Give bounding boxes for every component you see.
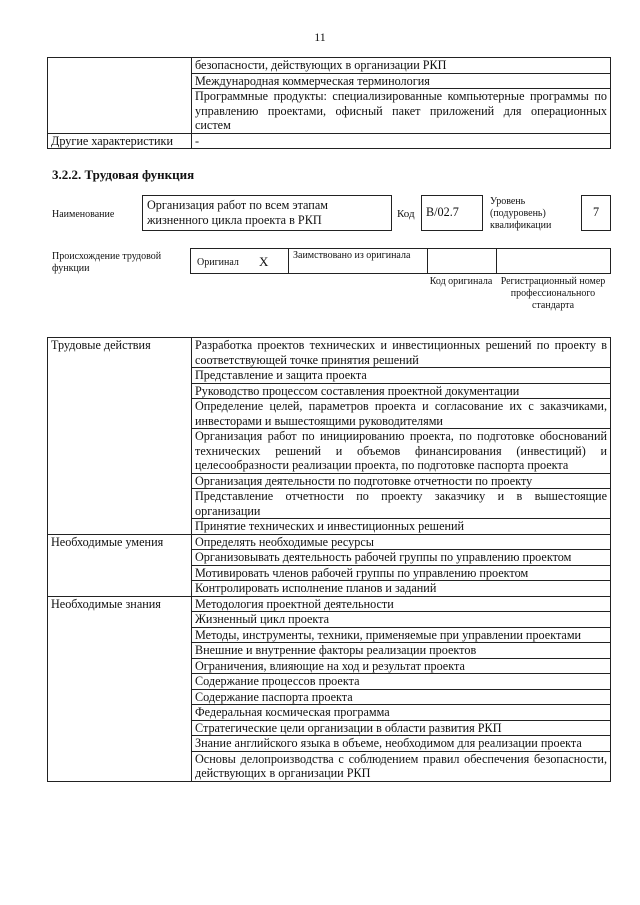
item-cell: Стратегические цели организации в области развития РКП (192, 720, 611, 736)
item-cell: Содержание процессов проекта (192, 674, 611, 690)
table-row (48, 519, 611, 535)
code-original-caption: Код оригинала (429, 276, 493, 287)
function-name-value: Организация работ по всем этапам жизненного цикла проекта в РКП (147, 198, 328, 227)
original-label: Оригинал (197, 257, 239, 268)
table-row (48, 383, 611, 399)
row-text: безопасности, действующих в организации РКП (192, 58, 611, 74)
item-cell: Федеральная космическая программа (192, 705, 611, 721)
table-row (48, 705, 611, 721)
item-cell: Основы делопроизводства с соблюдением правил обеспечения безопасности, действующих в организации РКП (192, 751, 611, 781)
level-label: Уровень (подуровень) квалификации (490, 196, 552, 231)
table-row (48, 627, 611, 643)
table-row (48, 720, 611, 736)
table-row (48, 736, 611, 752)
item-cell: Содержание паспорта проекта (192, 689, 611, 705)
page-number: 11 (314, 30, 326, 44)
borrowed-label: Заимствовано из оригинала (293, 250, 411, 261)
table-row (48, 689, 611, 705)
item-cell: Методология проектной деятельности (192, 596, 611, 612)
item-cell: Представление отчетности по проекту заказчику и в вышестоящие организации (192, 489, 611, 519)
function-name-box (142, 195, 392, 231)
code-label: Код (397, 208, 415, 220)
main-table (47, 337, 611, 782)
category-cell: Необходимые умения (48, 534, 192, 550)
original-mark: X (259, 254, 269, 269)
table-row (48, 643, 611, 659)
item-cell: Ограничения, влияющие на ход и результат проекта (192, 658, 611, 674)
table-row (48, 581, 611, 597)
table-row (48, 674, 611, 690)
row-label (48, 58, 192, 134)
row-text: Программные продукты: специализированные компьютерные программы по управлению проектами, офисный пакет приложений для операционных систем (192, 89, 611, 134)
origin-label: Происхождение трудовой функции (52, 251, 162, 274)
code-value: B/02.7 (426, 205, 459, 219)
level-value: 7 (592, 205, 600, 219)
name-label: Наименование (52, 209, 115, 220)
table-row (48, 429, 611, 474)
table-row (48, 565, 611, 581)
row-text: - (192, 133, 611, 149)
row-label: Другие характеристики (48, 133, 192, 149)
item-cell: Методы, инструменты, техники, применяемые при управлении проектами (192, 627, 611, 643)
section-heading: 3.2.2. Трудовая функция (52, 167, 195, 182)
reg-number-caption: Регистрационный номер профессионального стандарта (500, 276, 606, 311)
divider (427, 249, 428, 273)
item-cell: Жизненный цикл проекта (192, 612, 611, 628)
table-row (48, 473, 611, 489)
level-box (581, 195, 611, 231)
table-row (48, 489, 611, 519)
table-row (48, 534, 611, 550)
item-cell: Внешние и внутренние факторы реализации проектов (192, 643, 611, 659)
top-table (47, 57, 611, 149)
category-cell: Трудовые действия (48, 338, 192, 368)
origin-row (190, 248, 611, 274)
table-row (48, 58, 611, 74)
item-cell: Организация работ по инициированию проекта, по подготовке обоснований технических решений и объемов финансирования (инвестиций) и целесообразности реализации проекта, по подготовке паспорта проекта (192, 429, 611, 474)
item-cell: Организация деятельности по подготовке отчетности по проекту (192, 473, 611, 489)
table-row (48, 368, 611, 384)
item-cell: Представление и защита проекта (192, 368, 611, 384)
table-row (48, 133, 611, 149)
row-text: Международная коммерческая терминология (192, 73, 611, 89)
item-cell: Знание английского языка в объеме, необходимом для реализации проекта (192, 736, 611, 752)
table-row (48, 399, 611, 429)
item-cell: Принятие технических и инвестиционных решений (192, 519, 611, 535)
table-row (48, 612, 611, 628)
category-cell: Необходимые знания (48, 596, 192, 612)
item-cell: Определение целей, параметров проекта и согласование их с заказчиками, инвесторами и вышестоящими руководителями (192, 399, 611, 429)
item-cell: Разработка проектов технических и инвестиционных решений по проекту в соответствующей точке принятия решений (192, 338, 611, 368)
table-row (48, 751, 611, 781)
divider (288, 249, 289, 273)
table-row (48, 658, 611, 674)
divider (496, 249, 497, 273)
table-row (48, 550, 611, 566)
item-cell: Определять необходимые ресурсы (192, 534, 611, 550)
item-cell: Мотивировать членов рабочей группы по управлению проектом (192, 565, 611, 581)
item-cell: Организовывать деятельность рабочей группы по управлению проектом (192, 550, 611, 566)
item-cell: Контролировать исполнение планов и заданий (192, 581, 611, 597)
table-row (48, 596, 611, 612)
code-box (421, 195, 483, 231)
item-cell: Руководство процессом составления проектной документации (192, 383, 611, 399)
table-row (48, 338, 611, 368)
